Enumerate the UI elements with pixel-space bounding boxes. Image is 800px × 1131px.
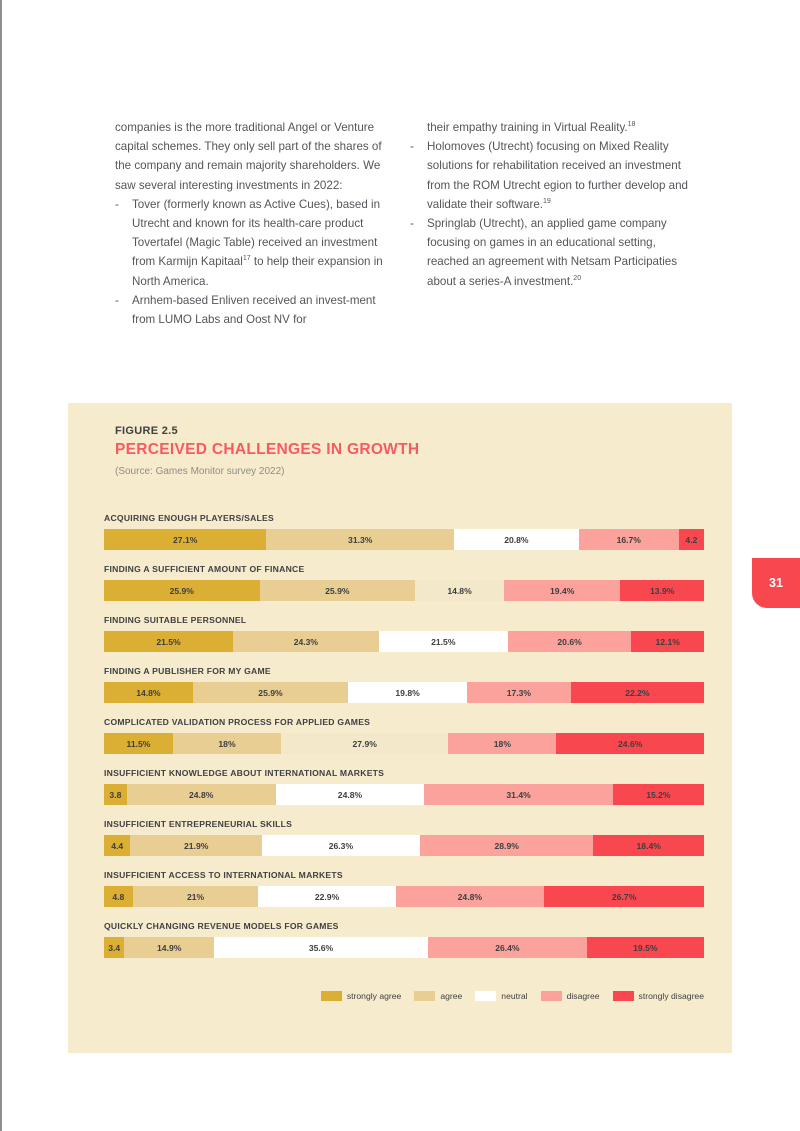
- figure-label: FIGURE 2.5: [115, 425, 178, 437]
- stacked-bar: [104, 835, 704, 856]
- bar-segment-strongly-disagree: 13.9%: [620, 580, 703, 601]
- bar-segment-disagree: 28.9%: [420, 835, 594, 856]
- bar-segment-disagree: 16.7%: [579, 529, 679, 550]
- bullet-dash: -: [410, 217, 414, 231]
- chart-legend: [321, 991, 704, 1001]
- text-run: Holomoves (Utrecht) focusing on Mixed Reality solutions for rehabilitation received an investment from the ROM Utrecht egion to further develop and validate their software.: [427, 140, 688, 211]
- bar-segment-neutral: 27.9%: [281, 733, 448, 754]
- bar-segment-agree: 24.8%: [127, 784, 276, 805]
- text-run: Tover (formerly known as Active Cues), based in Utrecht and known for its health-care product Tovertafel (Magic Table) received an investment from Karmijn Kapitaal: [132, 197, 381, 269]
- chart-rows: [104, 513, 704, 972]
- page-left-edge-line: [0, 0, 2, 1131]
- page-number-tab: [752, 558, 800, 608]
- stacked-bar: [104, 580, 704, 601]
- bar-segment-agree: 18%: [173, 733, 281, 754]
- bar-segment-neutral: 35.6%: [214, 937, 428, 958]
- chart-row: [104, 717, 704, 754]
- bullet-item: [115, 291, 392, 329]
- stacked-bar: [104, 529, 704, 550]
- bar-category-label: INSUFFICIENT ACCESS TO INTERNATIONAL MARKETS: [104, 870, 343, 880]
- bullet-dash: -: [115, 293, 119, 307]
- text-run: Arnhem-based Enliven received an invest-ment from LUMO Labs and Oost NV for: [132, 293, 376, 327]
- text-run: Springlab (Utrecht), an applied game company focusing on games in an educational setting, reached an agreement with Netsam Participaties about a series-A investment.: [427, 217, 678, 288]
- text-run: to help their expansion in North America.: [132, 255, 383, 288]
- bar-segment-strongly-agree: 11.5%: [104, 733, 173, 754]
- chart-row: [104, 768, 704, 805]
- bullet-item: [410, 214, 695, 291]
- bar-segment-strongly-disagree: 18.4%: [593, 835, 704, 856]
- bar-segment-strongly-agree: 4.4: [104, 835, 130, 856]
- bar-segment-neutral: 14.8%: [415, 580, 504, 601]
- legend-item: [414, 991, 462, 1001]
- bar-segment-strongly-agree: 14.8%: [104, 682, 193, 703]
- chart-row: [104, 564, 704, 601]
- chart-row: [104, 870, 704, 907]
- bar-segment-agree: 21%: [133, 886, 259, 907]
- legend-label: agree: [440, 991, 463, 1001]
- legend-item: [541, 991, 600, 1001]
- bar-segment-disagree: 31.4%: [424, 784, 612, 805]
- legend-swatch: [475, 991, 496, 1001]
- bar-segment-strongly-disagree: 22.2%: [571, 682, 704, 703]
- bar-segment-strongly-agree: 27.1%: [104, 529, 266, 550]
- bar-segment-disagree: 19.4%: [504, 580, 621, 601]
- bar-segment-disagree: 24.8%: [396, 886, 545, 907]
- legend-label: disagree: [566, 991, 600, 1001]
- text-run: companies is the more traditional Angel or Venture capital schemes. They only sell part of the shares of the company and remain majority shareholders. We saw several interesting investments in 2022:: [115, 121, 382, 192]
- bullet-text: [427, 214, 695, 291]
- bar-segment-neutral: 26.3%: [262, 835, 420, 856]
- bar-segment-strongly-agree: 3.8: [104, 784, 127, 805]
- footnote-ref: 17: [242, 255, 251, 263]
- legend-item: [321, 991, 401, 1001]
- stacked-bar: [104, 733, 704, 754]
- bar-segment-strongly-agree: 25.9%: [104, 580, 260, 601]
- bar-category-label: QUICKLY CHANGING REVENUE MODELS FOR GAMES: [104, 921, 339, 931]
- bar-segment-neutral: 24.8%: [276, 784, 425, 805]
- bullet-dash: -: [410, 140, 414, 154]
- bar-segment-disagree: 18%: [448, 733, 556, 754]
- legend-swatch: [541, 991, 562, 1001]
- article-left-column: [115, 118, 392, 329]
- stacked-bar: [104, 886, 704, 907]
- chart-row: [104, 513, 704, 550]
- bar-segment-neutral: 20.8%: [454, 529, 579, 550]
- bar-segment-agree: 25.9%: [193, 682, 348, 703]
- legend-label: strongly agree: [346, 991, 402, 1001]
- bar-category-label: ACQUIRING ENOUGH PLAYERS/SALES: [104, 513, 275, 523]
- bar-segment-strongly-disagree: 15.2%: [613, 784, 704, 805]
- legend-swatch: [414, 991, 435, 1001]
- chart-row: [104, 666, 704, 703]
- bar-segment-disagree: 26.4%: [428, 937, 587, 958]
- legend-label: neutral: [501, 991, 528, 1001]
- bar-segment-neutral: 21.5%: [379, 631, 508, 652]
- bullet-text: [132, 291, 392, 329]
- bar-category-label: COMPLICATED VALIDATION PROCESS FOR APPLIED GAMES: [104, 717, 371, 727]
- figure-title: PERCEIVED CHALLENGES IN GROWTH: [115, 441, 420, 458]
- bar-category-label: INSUFFICIENT ENTREPRENEURIAL SKILLS: [104, 819, 293, 829]
- legend-item: [475, 991, 527, 1001]
- bar-segment-disagree: 20.6%: [508, 631, 632, 652]
- legend-label: strongly disagree: [638, 991, 704, 1001]
- legend-swatch: [613, 991, 634, 1001]
- continued-text: [410, 118, 695, 137]
- stacked-bar: [104, 631, 704, 652]
- legend-swatch: [321, 991, 342, 1001]
- bar-segment-neutral: 19.8%: [348, 682, 467, 703]
- bullet-dash: -: [115, 197, 119, 211]
- text-run: their empathy training in Virtual Reality.: [427, 121, 628, 134]
- chart-row: [104, 921, 704, 958]
- bar-category-label: INSUFFICIENT KNOWLEDGE ABOUT INTERNATIONAL MARKETS: [104, 768, 385, 778]
- stacked-bar: [104, 937, 704, 958]
- chart-row: [104, 615, 704, 652]
- page-number: 31: [769, 576, 783, 590]
- bar-segment-agree: 21.9%: [130, 835, 262, 856]
- bar-segment-strongly-agree: 21.5%: [104, 631, 233, 652]
- footnote-ref: 19: [543, 197, 551, 205]
- footnote-ref: 20: [573, 274, 582, 282]
- bar-segment-neutral: 22.9%: [258, 886, 395, 907]
- bar-segment-agree: 25.9%: [260, 580, 416, 601]
- bar-segment-strongly-disagree: 12.1%: [631, 631, 704, 652]
- bar-category-label: FINDING A PUBLISHER FOR MY GAME: [104, 666, 271, 676]
- bar-category-label: FINDING A SUFFICIENT AMOUNT OF FINANCE: [104, 564, 305, 574]
- bar-segment-disagree: 17.3%: [467, 682, 571, 703]
- bar-segment-strongly-disagree: 24.6%: [556, 733, 704, 754]
- bar-segment-strongly-disagree: 4.2: [679, 529, 704, 550]
- article-right-column: [410, 118, 695, 291]
- stacked-bar: [104, 682, 704, 703]
- bar-segment-agree: 31.3%: [266, 529, 454, 550]
- figure-panel: [68, 403, 732, 1053]
- bar-segment-strongly-agree: 3.4: [104, 937, 124, 958]
- chart-row: [104, 819, 704, 856]
- footnote-ref: 18: [627, 121, 636, 129]
- bullet-item: [410, 137, 695, 214]
- legend-item: [613, 991, 704, 1001]
- bar-category-label: FINDING SUITABLE PERSONNEL: [104, 615, 247, 625]
- bar-segment-strongly-disagree: 26.7%: [544, 886, 704, 907]
- bar-segment-strongly-agree: 4.8: [104, 886, 133, 907]
- figure-source: (Source: Games Monitor survey 2022): [115, 466, 285, 477]
- bar-segment-agree: 14.9%: [124, 937, 214, 958]
- stacked-bar: [104, 784, 704, 805]
- bullet-item: [115, 195, 392, 291]
- bar-segment-strongly-disagree: 19.5%: [587, 937, 704, 958]
- paragraph: [115, 118, 392, 195]
- bar-segment-agree: 24.3%: [233, 631, 379, 652]
- bullet-text: [427, 137, 695, 214]
- bullet-text: [132, 195, 392, 291]
- figure-header: [115, 425, 419, 477]
